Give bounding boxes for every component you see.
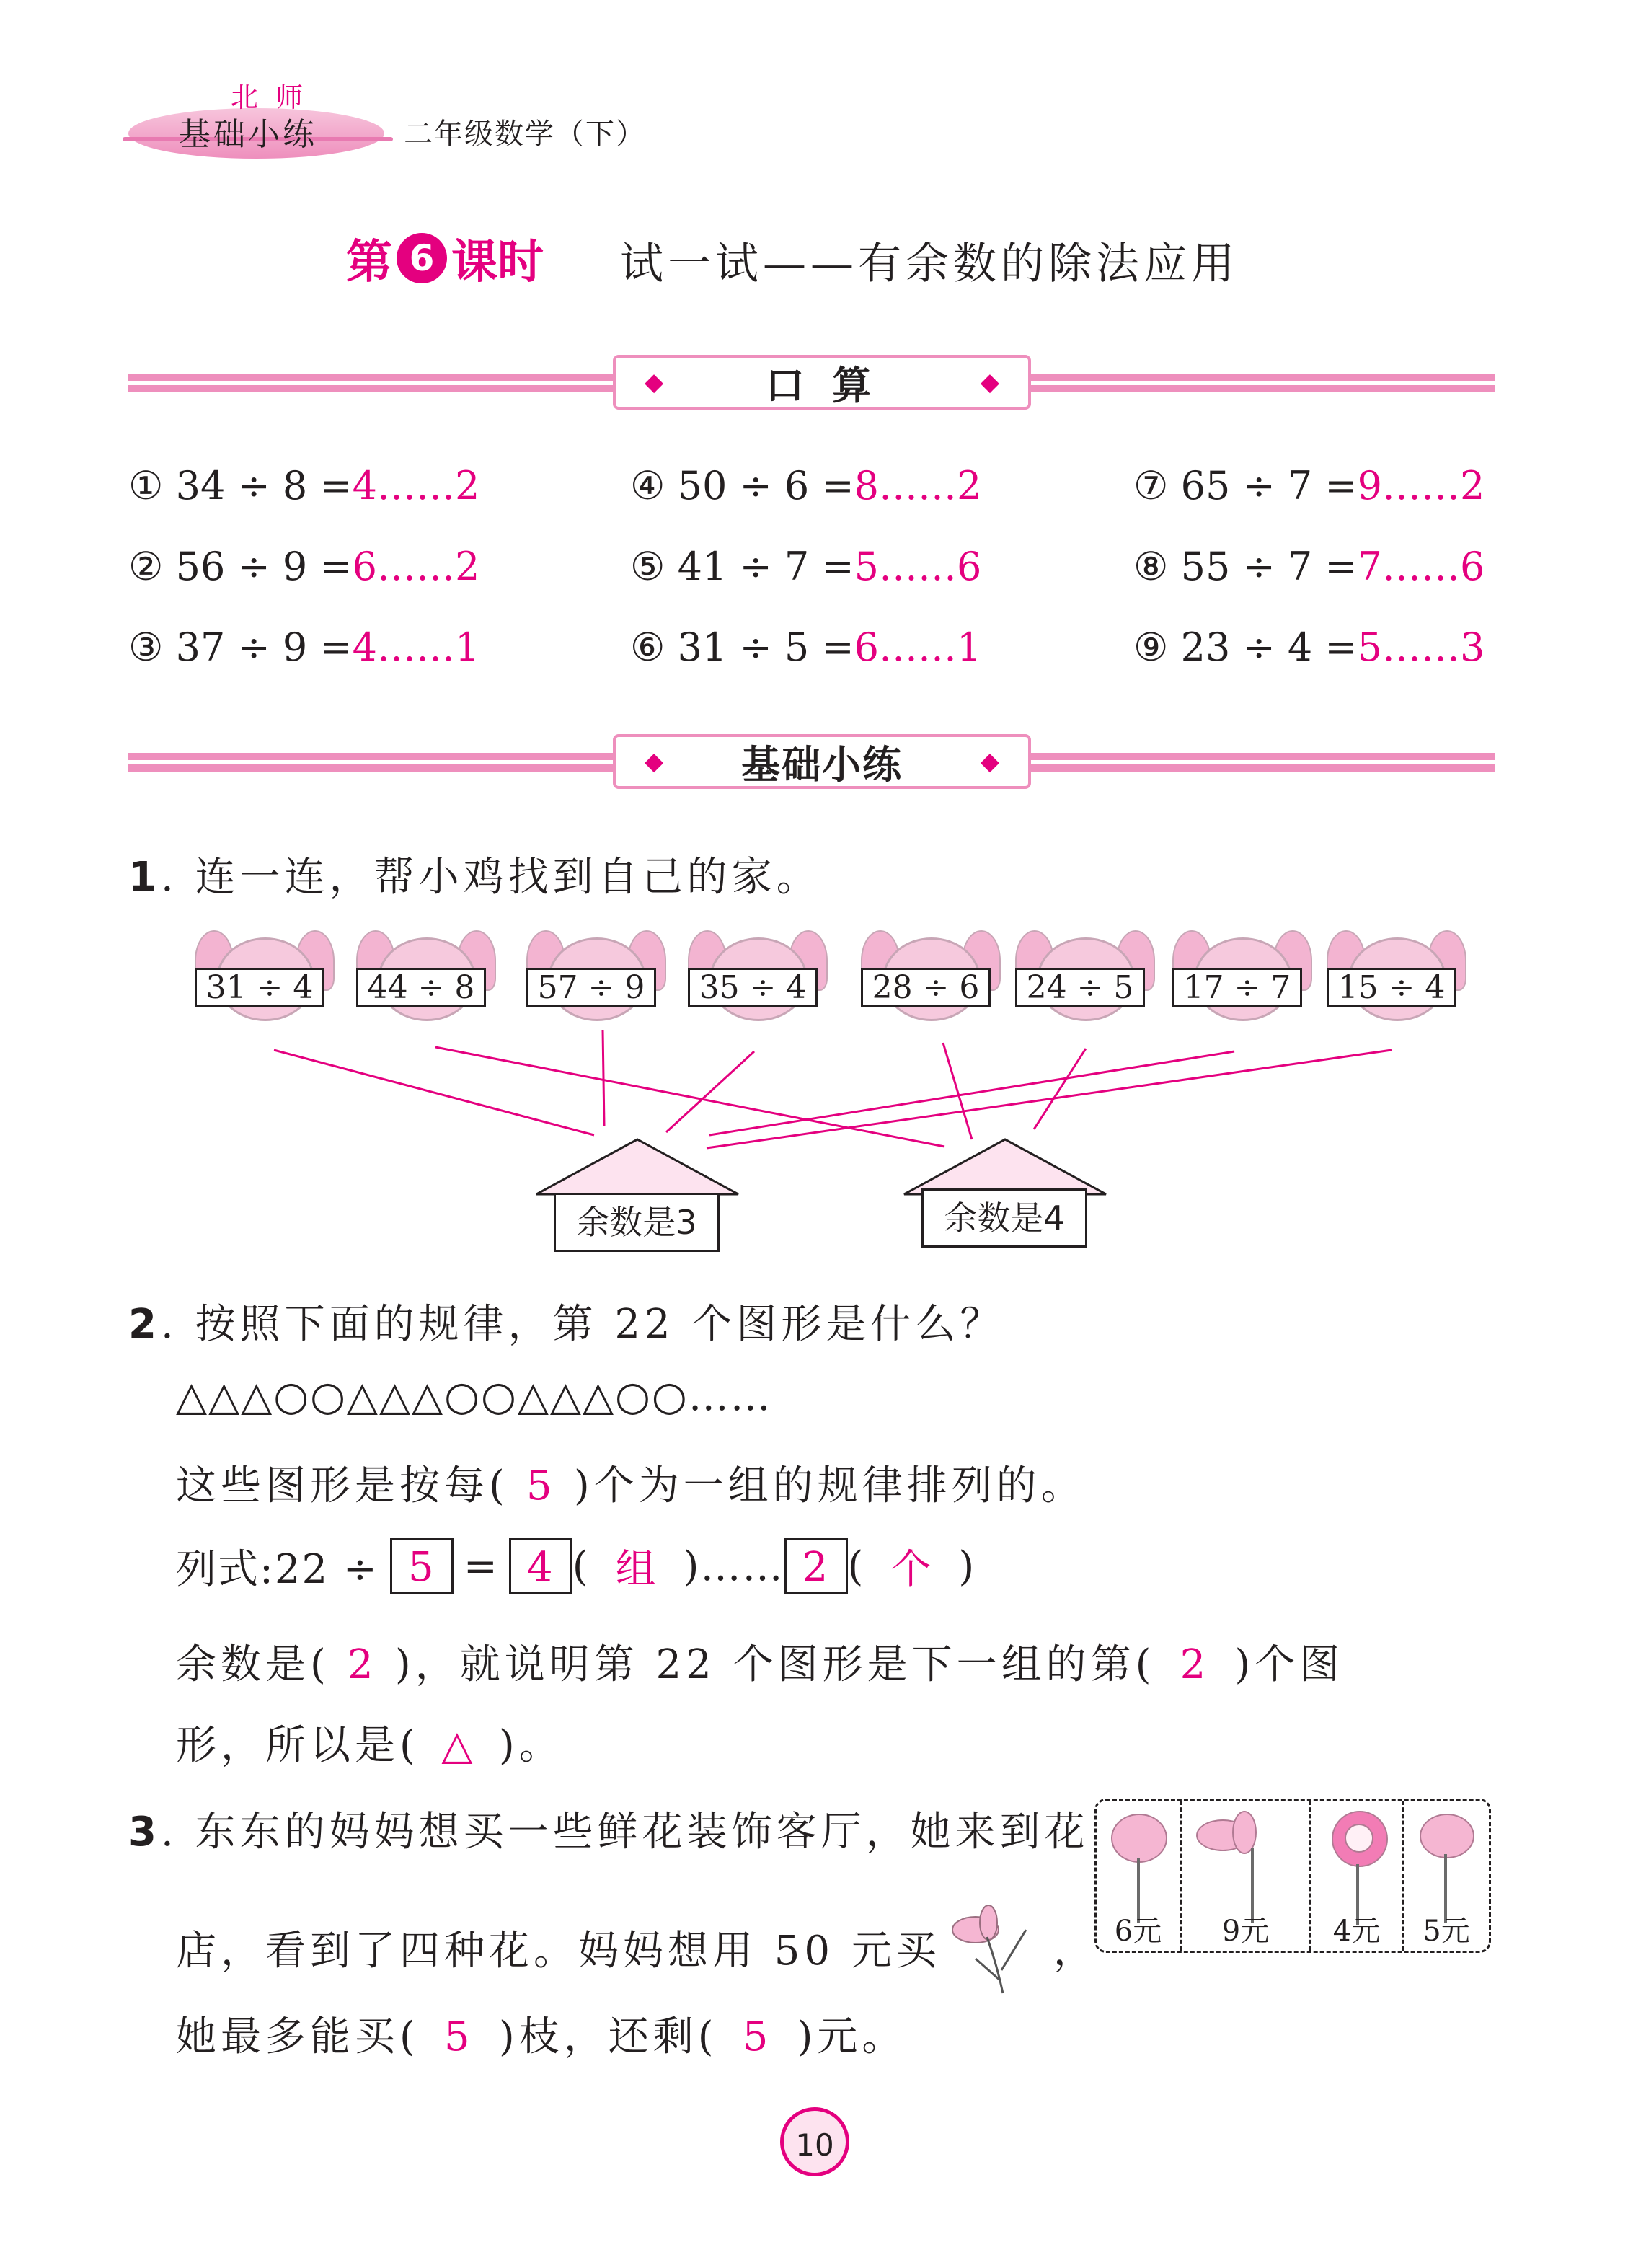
oral-item: ⑧ 55 ÷ 7 =7……6 <box>1133 544 1485 589</box>
answer-box[interactable]: 2 <box>784 1538 848 1594</box>
match-line <box>943 1043 972 1139</box>
price-label: 9元 <box>1221 1915 1270 1948</box>
answer-field: △ <box>441 1722 477 1769</box>
chick-card[interactable]: 17 ÷ 7 <box>1172 923 1309 1031</box>
section-title: 口 算 <box>765 362 879 408</box>
logo-main-text: 基础小练 <box>179 116 317 153</box>
question-3: 3. 东东的妈妈想买一些鲜花装饰客厅，她来到花 <box>128 1809 1089 1856</box>
answer-field: 5 <box>526 1462 557 1509</box>
oral-item: ③ 37 ÷ 9 =4……1 <box>128 625 480 670</box>
lesson-topic: 试一试——有余数的除法应用 <box>620 239 1239 289</box>
flower-lily <box>1182 1801 1311 1951</box>
question-2: 2. 按照下面的规律，第 22 个图形是什么？ <box>128 1301 1005 1348</box>
match-line <box>707 1050 1392 1148</box>
chick-card[interactable]: 28 ÷ 6 <box>861 923 998 1031</box>
flower-sunflower <box>1311 1801 1404 1951</box>
lesson-suffix: 课时 <box>451 236 544 289</box>
q3-answer-line: 她最多能买( 5 )枝，还剩( 5 )元。 <box>176 2013 907 2060</box>
q2-line-group: 这些图形是按每( 5 )个为一组的规律排列的。 <box>176 1462 1086 1509</box>
chick-card[interactable]: 15 ÷ 4 <box>1327 923 1464 1031</box>
answer-field: 5 <box>444 2013 474 2060</box>
oral-item: ① 34 ÷ 8 =4……2 <box>128 463 480 508</box>
q3-line-2: 店，看到了四种花。妈妈想用 50 元买 ， <box>176 1901 1098 1995</box>
flower-price-panel <box>1094 1799 1491 1953</box>
answer-field: 组 <box>615 1546 658 1593</box>
lesson-number: 6 <box>397 233 447 283</box>
answer-field: 2 <box>348 1641 378 1688</box>
diamond-icon: ◆ <box>980 747 999 776</box>
price-label: 6元 <box>1114 1915 1162 1948</box>
answer-field: 个 <box>890 1546 933 1593</box>
oral-item: ⑤ 41 ÷ 7 =5……6 <box>630 544 982 589</box>
oral-item: ④ 50 ÷ 6 =8……2 <box>630 463 982 508</box>
diamond-icon: ◆ <box>645 368 664 397</box>
q2-remainder-line: 余数是( 2 )，就说明第 22 个图形是下一组的第( 2 )个图 <box>176 1641 1345 1688</box>
oral-item: ⑥ 31 ÷ 5 =6……1 <box>630 625 982 670</box>
lesson-prefix: 第 <box>346 236 392 289</box>
match-line <box>603 1030 604 1126</box>
match-line <box>274 1050 594 1135</box>
answer-box[interactable]: 4 <box>509 1538 572 1594</box>
oral-item: ⑨ 23 ÷ 4 =5……3 <box>1133 625 1485 670</box>
flower-carnation <box>1404 1801 1489 1951</box>
q2-formula: 列式:22 ÷ 5 = 4 ( 组 )…… 2 ( 个 ) <box>176 1537 976 1595</box>
chick-card[interactable]: 57 ÷ 9 <box>526 923 663 1031</box>
answer-box[interactable]: 5 <box>390 1538 454 1594</box>
match-line <box>1034 1049 1086 1129</box>
flower-rose <box>1097 1801 1182 1951</box>
chick-card[interactable]: 35 ÷ 4 <box>688 923 825 1031</box>
section-title: 基础小练 <box>741 741 903 787</box>
chick-card[interactable]: 24 ÷ 5 <box>1015 923 1152 1031</box>
q2-conclusion-line: 形，所以是( △ )。 <box>176 1722 564 1769</box>
lily-icon <box>947 1901 1048 1995</box>
house-roof <box>904 1139 1106 1194</box>
shape-pattern: △△△○○△△△○○△△△○○…… <box>176 1373 772 1420</box>
chick-card[interactable]: 44 ÷ 8 <box>356 923 493 1031</box>
match-line <box>435 1047 944 1147</box>
house-remainder-3[interactable]: 余数是3 <box>554 1193 720 1252</box>
header-grade: 二年级数学（下） <box>404 118 646 151</box>
logo-top-text: 北 师 <box>231 81 308 113</box>
question-1: 1. 连一连，帮小鸡找到自己的家。 <box>128 854 821 901</box>
house-remainder-4[interactable]: 余数是4 <box>921 1188 1087 1248</box>
answer-field: 2 <box>1180 1641 1211 1688</box>
answer-field: 5 <box>742 2013 773 2060</box>
chick-card[interactable]: 31 ÷ 4 <box>195 923 332 1031</box>
match-line <box>709 1051 1234 1135</box>
page-number: 10 <box>780 2107 849 2176</box>
diamond-icon: ◆ <box>645 747 664 776</box>
oral-item: ⑦ 65 ÷ 7 =9……2 <box>1133 463 1485 508</box>
oral-item: ② 56 ÷ 9 =6……2 <box>128 544 480 589</box>
match-line <box>666 1051 754 1132</box>
diamond-icon: ◆ <box>980 368 999 397</box>
price-label: 5元 <box>1423 1915 1470 1948</box>
price-label: 4元 <box>1332 1915 1381 1948</box>
